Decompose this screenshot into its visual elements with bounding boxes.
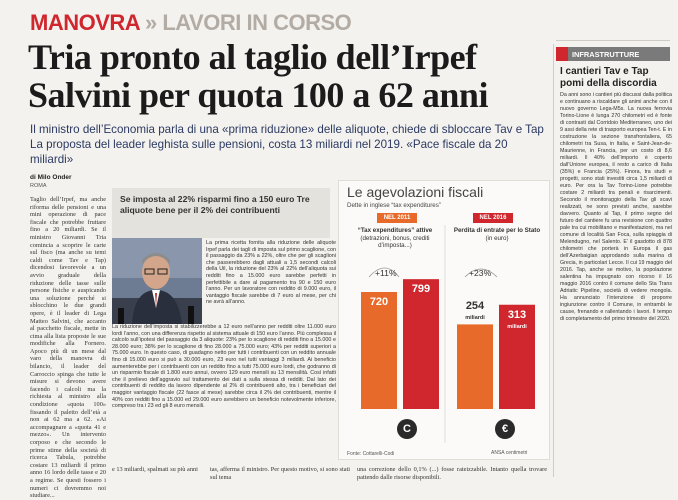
bar-value: 254 [465,300,485,313]
bar-label-revenue-loss-2016 [499,309,535,333]
bar-revenue-loss-2011 [457,324,493,409]
bar-unit: miliardi [465,315,485,322]
boxed-article-text: La riduzione dell’imposta si stabilizzerebbe a 12 euro nell’anno per redditi oltre 11.000 euro lordi l’anno, con una differenza rispetto al sistema attuale di 150 euro l’anno. Più complessa il calcolo sull’ipotesi del passaggio da 3 aliquote: 23% per lo scaglione di redditi fino a 15.000 e 28.000 euro; 38% per lo scaglione di fino 28.000 a 75.000 euro; 43% per redditi superiori a 75.000 euro. In questo caso, di guadagno netto per tutti i contribuenti con un reddito annuale fino di 15.000 euro si può a 30.000 euro, 23 euro nel tutti vantaggi 3 miliardi. Ai beneficio aumenterebbe per i contribuenti con un reddito fino a tutti 75.000 euro lordi, che godranno di un risparmio fiscale di 1.800 euro annui, ovvero 129 euro mensili su 13 mensilità. Così infatti che il prelievo dell’aggravio sul trattamento dei dati a sulla stessa di redditi. Dal lato dei contribuenti di reddito da lavoro dipendente al 2% di contribuenti alto, tra i beneficiari del maggior vantaggio fiscale (22 fasce al mese) sarebbe circa il 2% dei contribuenti, mentre il 40% con redditi fino a 15.000 ed 29.000 euro avrebbero un beneficio notevolmente inferiore, compreso tra i 23 ed gli 8 euro mensili. [112,324,336,410]
bar-value: 799 [411,283,431,296]
credit-note: ANSA centimetri [491,450,528,456]
sidebar-tag-label: INFRASTRUTTURE [572,50,640,59]
left-percent-change: +11% [375,268,397,278]
dateline: ROMA [30,183,47,189]
kicker-section: LAVORI IN CORSO [162,10,352,35]
tag-2016: NEL 2016 [473,213,513,223]
infographic [338,180,550,460]
sidebar-top-rule [556,40,670,41]
bar-value: 313 [507,308,527,321]
sidebar-tag-square [556,47,568,61]
bar-label-tax-expenditures-2016 [403,283,439,295]
right-sub: (in euro) [485,234,509,242]
bar-label-revenue-loss-2011 [457,300,493,324]
section-kicker [30,10,351,36]
column-divider [553,44,554,477]
bar-value: 720 [369,296,389,308]
body-column-2: e 13 miliardi, spalmati su più anni [112,466,198,473]
byline [30,174,110,189]
infographic-subtitle: Dette in inglese “tax expenditures” [347,202,441,209]
bar-tax-expenditures-2016 [403,279,439,409]
photo-side-text: La prima ricetta fornita alla riduzione delle aliquote Irpef parla dei tagli di imposta sul primo scaglione, con il passaggio da 23% a 22%, oltre che per gli scaglioni che passerebbero dagli attuali a 1,5 secondi calcoli della Uil, la riduzione del 23% al 22% dell’aliquota sui redditi fino a 15.000 euro sarebbe perfetti in perfettibile a dare al pagamento tra 90 e 150 euro l’anno. Per un lavoratore con reddito di 9.000 euro, il vantaggio fiscale sarebbe di 7 euro al mese, per chi ne avrà all’anno. [206,240,336,306]
right-head: Perdita di entrate per lo Stato [453,227,541,234]
subhead-box: Se imposta al 22% risparmi fino a 150 euro Tre aliquote bene per il 2% dei contribuenti [112,188,330,238]
headline-line-1: Tria pronto al taglio dell’Irpef [28,37,477,77]
sidebar-title: I cantieri Tav e Tap pomi della discordia [560,66,657,89]
sidebar-tag [556,47,670,61]
bar-tax-expenditures-2011 [361,292,397,409]
headline [28,38,548,114]
bar-unit: miliardi [507,323,527,330]
author: di Milo Onder [30,174,72,181]
left-sub: (detrazioni, bonus, crediti d’imposta...) [360,234,430,249]
euro-icon: € [495,419,515,439]
tag-2011: NEL 2011 [377,213,417,223]
summary: Il ministro dell’Economia parla di una «prima riduzione» delle aliquote, chiede di sbloccare Tav e Tap La proposta del leader leghista sulle pensioni, costa 13 miliardi nel 2019. «Pace fiscale da 20 miliardi» [30,123,544,166]
left-head: “Tax expenditures” attive [357,227,433,234]
right-percent-change: +23% [469,268,492,278]
sidebar-body: Da anni sono i cantieri più discussi dalla politica e continuano a riscaldare gli animi anche con il nuovo governo Lega-M5s. La nuova ferrovia Torino-Lione è lunga 270 chilometri ed è fonte di contrasti dal Corridoio Mediterraneo, uno dei 9 assi della rete di trasporto europea Ten-t. E in costruzione la sezione transfrontaliera, 65 chilometri tra Susa, in Italia, e Saint-Jean-de-Maurienne, in Francia, per un costo di 8,6 miliardi. Il 40% dell’importo è coperto dall’Unione europea, il resto a carico di Italia (35%) e Francia (25%). Finora, tra studi e progetti, sono stati investiti circa 1,5 miliardi di euro. Per ora la Tav Torino-Lione potrebbe costare 2 miliardi tra penali e risarcimenti. Secondo il monitoraggio della Tav gli scavi realizzati, ne sono previsti anche, sarebbe davvero. Quanto al Tap, il primo segno del futuro del cantiere fu una revisione con quattro pale tra cui mobilitano e manifestazioni, ma nel comune di località San Foca, sulla spiaggia di Melendugno, nel Salento. E’ il gasdotto di 878 chilometri che porterà in Europa il gas dell’Azerbaigian approdando sulla marina di Grecia, in particolari Lecce. Il cui 19 maggio del 2016. Tap, anche se motivo, la popolazione salentina ha impugnato con ricorso il 16 maggio 2016 contro il comune dello Sta Trans Adriatic Pipeline, società di vedere mongola. Ha annunciato l’intenzione di proporre ingiunzione contro il Comune, in entrambi le cause, frenando e rallentando i lavori. Il tempo di completamento del primo trimestre del 2020. [560,92,672,322]
body-column-1: Taglio dell’Irpef, ma anche riforma delle pensioni e una mini operazione di pace fiscale che potrebbe fruttare fino a 20 miliardi. Se il ministro Giovanni Tria comincia a scoprire le carte sul fisco (ma anche su temi caldi come Tav e Tap) dicendosi favorevole a un avvio graduale della riduzione delle tasse sulle persone fisiche e auspicando una soluzione perché si sblocchino le due grandi opere, è il leader di Lega Matteo Salvini, che accanto al pacchetto fiscale, mette in cima alla lista proposte le sue modifiche alla Fornero. Apoco più di un mese dal varo della manovra di bilancio, il leader del Carroccio spinga che tutte le misure si devono avere facendo i calcoli ma la richiesta al ministro alla condizione «quota 100» fissando il paletto dell’età a non ai 62 ma a 62. «Ai accompagnare a «quota 41 e mezzo». Un intervento corposo e che secondo le prime stime della società di ricerca Tabula, potrebbe costare 13 miliardi il primo anno 16 lordo delle tasse e 20 a regime. Se questi fossero i numeri ci dovremmo noi studiare... [30,196,106,500]
body-column-4: una correzione dello 0,1% (...) fosse rateizzabile. Intanto quella trovare pattendo dalle risorse disponibili. [357,466,547,481]
infographic-title: Le agevolazioni fiscali [347,184,484,200]
body-column-3: tas, afferma il ministro. Per questo motivo, si sono stati sul tema [210,466,350,481]
minister-photo [112,238,202,324]
source-note: Fonte: Cottarelli-Codi [347,451,395,457]
kicker-label: MANOVRA [30,10,140,35]
headline-line-2: Salvini per quota 100 a 62 anni [28,75,488,115]
chevron-double-icon: » [144,10,157,35]
bar-label-tax-expenditures-2011 [361,296,397,308]
coin-c-icon: C [397,419,417,439]
